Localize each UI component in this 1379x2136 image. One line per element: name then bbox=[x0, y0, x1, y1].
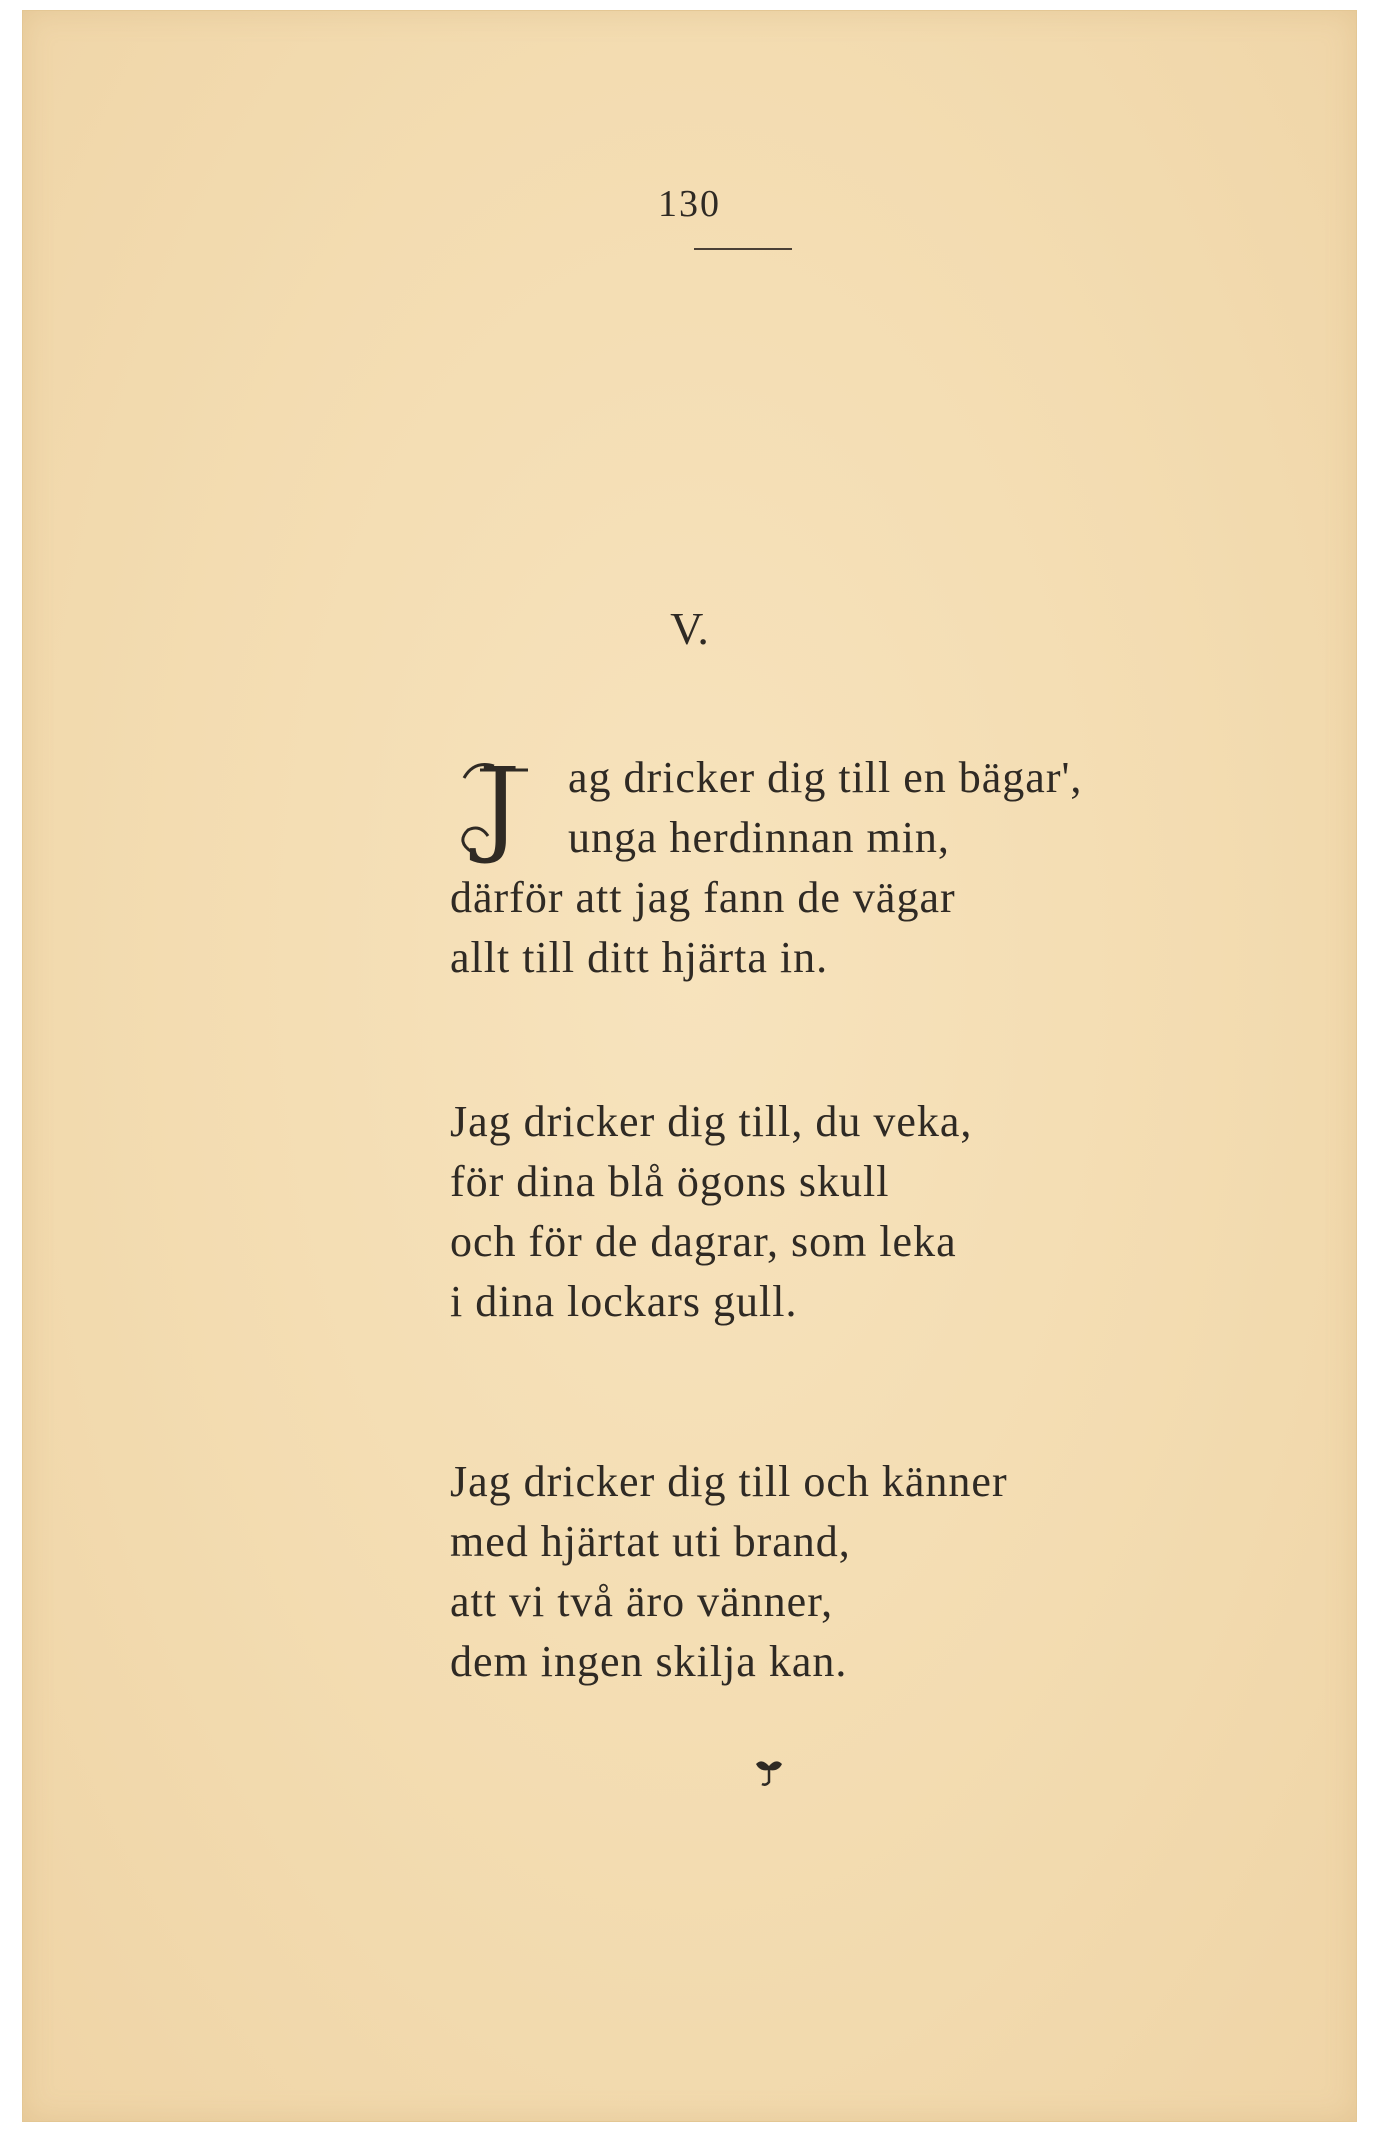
poem-line: att vi två äro vänner, bbox=[450, 1577, 834, 1626]
dropcap-letter: J bbox=[478, 748, 522, 867]
poem-line: Jag dricker dig till, du veka, bbox=[450, 1097, 973, 1146]
poem-line: unga herdinnan min, bbox=[568, 813, 950, 862]
poem-line: därför att jag fann de vägar bbox=[450, 873, 956, 922]
section-numeral: V. bbox=[670, 603, 709, 654]
poem-line: med hjärtat uti brand, bbox=[450, 1517, 851, 1566]
poem-line: för dina blå ögons skull bbox=[450, 1157, 890, 1206]
dropcap-j-icon bbox=[450, 748, 550, 868]
fleuron-icon bbox=[752, 1756, 786, 1790]
stanza-1 bbox=[450, 748, 1210, 988]
poem-line: i dina lockars gull. bbox=[450, 1277, 798, 1326]
page-number: 130 bbox=[658, 183, 721, 225]
poem-line: Jag dricker dig till och känner bbox=[450, 1457, 1008, 1506]
poem-line: allt till ditt hjärta in. bbox=[450, 933, 829, 982]
poem-line: dem ingen skilja kan. bbox=[450, 1637, 848, 1686]
stanza-2 bbox=[450, 1092, 1210, 1332]
poem-line: ag dricker dig till en bägar', bbox=[568, 753, 1083, 802]
header-rule bbox=[694, 248, 792, 250]
stanza-3 bbox=[450, 1452, 1210, 1692]
poem-line: och för de dagrar, som leka bbox=[450, 1217, 957, 1266]
book-page bbox=[22, 10, 1357, 2122]
